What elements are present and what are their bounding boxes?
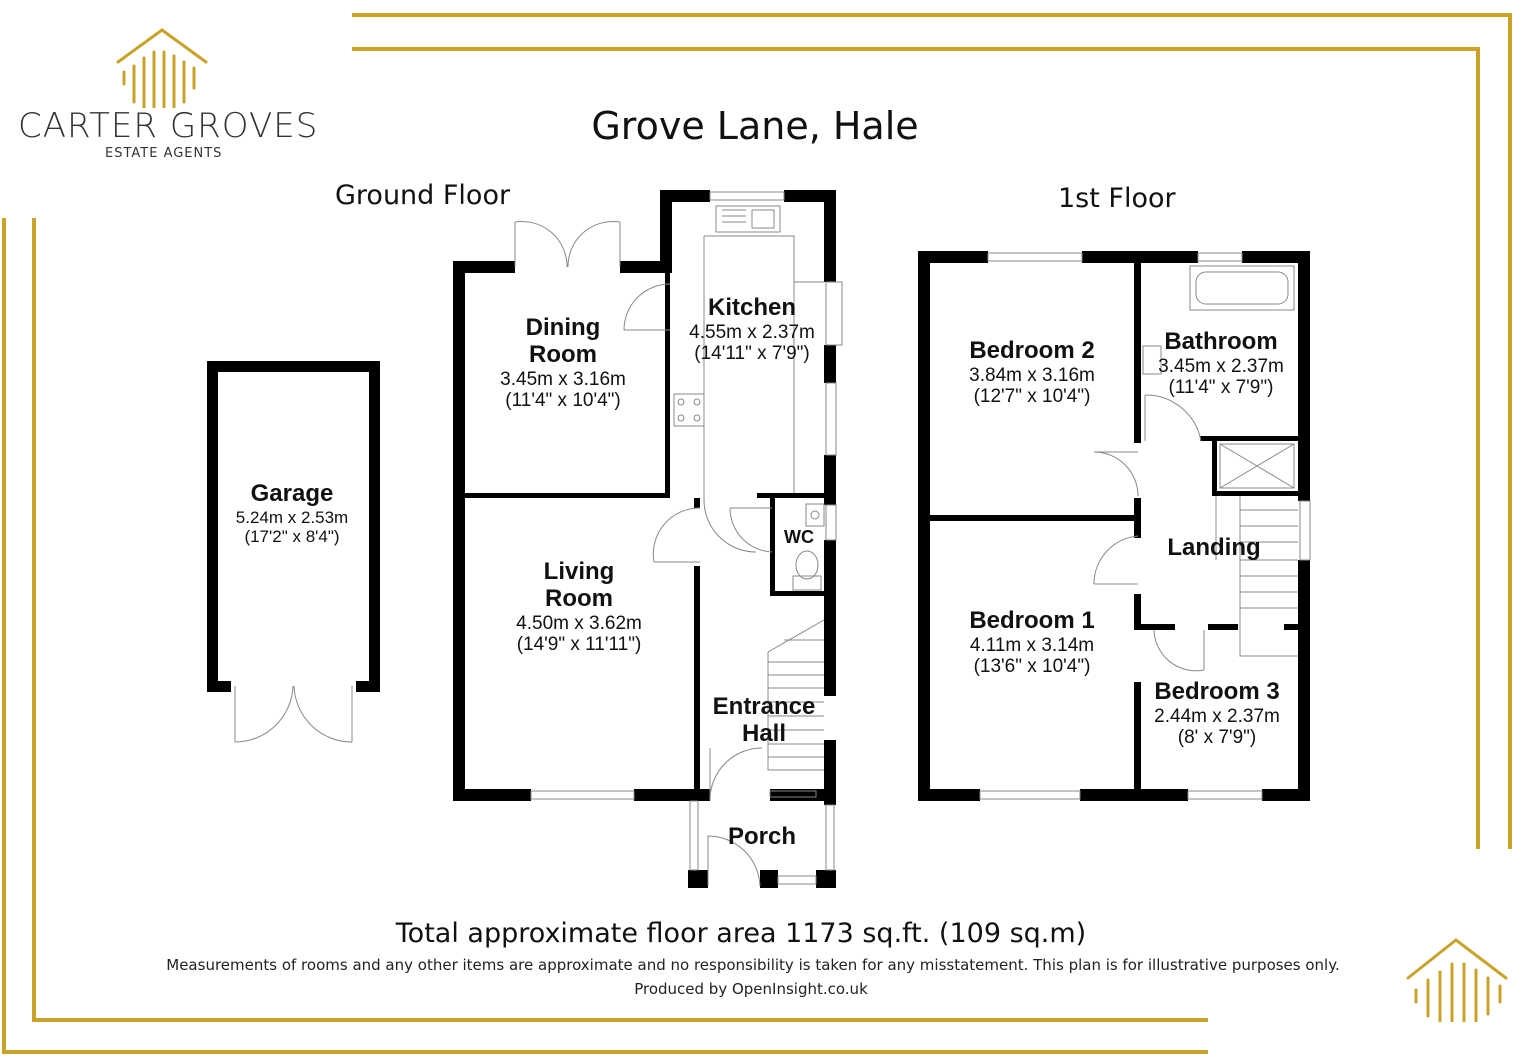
brand-tagline: ESTATE AGENTS <box>105 146 223 161</box>
room-name: Garage <box>250 480 334 507</box>
room-name-2: Hall <box>741 719 787 747</box>
room-imperial: (14'11" x 7'9") <box>694 343 810 365</box>
room-name-1: Dining <box>525 314 601 341</box>
room-name: Bedroom 3 <box>1154 678 1280 705</box>
produced-by-text: Produced by OpenInsight.co.uk <box>634 980 868 998</box>
garage-plan <box>207 361 380 742</box>
room-name: WC <box>784 527 814 547</box>
room-label-bathroom <box>1158 329 1284 398</box>
ground-floor-label: Ground Floor <box>335 180 511 211</box>
room-name-2: Room <box>528 340 597 368</box>
room-imperial: (17'2" x 8'4") <box>244 526 340 546</box>
room-name-1: Entrance <box>712 693 816 720</box>
room-name: Porch <box>727 823 797 850</box>
room-name-2: Room <box>544 584 613 612</box>
room-label-dining <box>500 315 626 411</box>
room-label-bedroom1 <box>969 608 1094 677</box>
room-label-porch <box>728 824 796 851</box>
room-label-bedroom2 <box>969 338 1095 407</box>
room-label-wc <box>784 527 814 547</box>
room-name: Kitchen <box>707 294 797 321</box>
room-metric: 4.50m x 3.62m <box>516 612 642 634</box>
room-imperial: (11'4" x 10'4") <box>505 390 621 412</box>
room-metric: 2.44m x 2.37m <box>1154 705 1280 727</box>
room-metric: 3.45m x 2.37m <box>1158 355 1284 377</box>
room-label-entrance <box>713 694 816 748</box>
room-label-bedroom3 <box>1154 679 1280 748</box>
room-metric: 3.84m x 3.16m <box>969 364 1095 386</box>
total-floor-area: Total approximate floor area 1173 sq.ft. (109 sq.m) <box>395 918 1087 949</box>
room-imperial: (11'4" x 7'9") <box>1168 377 1274 399</box>
brand-name: CARTER GROVES <box>18 106 319 146</box>
room-label-garage <box>236 481 348 546</box>
room-imperial: (13'6" x 10'4") <box>973 656 1091 678</box>
room-label-living <box>516 559 642 655</box>
room-metric: 4.11m x 3.14m <box>969 634 1095 656</box>
property-title: Grove Lane, Hale <box>591 104 919 148</box>
room-name: Bedroom 2 <box>969 337 1095 364</box>
room-name: Landing <box>1167 534 1261 561</box>
room-metric: 5.24m x 2.53m <box>235 507 349 527</box>
room-imperial: (14'9" x 11'11") <box>516 634 642 656</box>
room-label-kitchen <box>689 295 815 364</box>
room-label-landing <box>1167 535 1260 562</box>
disclaimer-text: Measurements of rooms and any other items are approximate and no responsibility is taken for any misstatement. This plan is for illustrative purposes only. <box>166 956 1340 974</box>
room-imperial: (8' x 7'9") <box>1177 727 1257 749</box>
room-metric: 3.45m x 3.16m <box>500 368 626 390</box>
room-metric: 4.55m x 2.37m <box>689 321 815 343</box>
room-name: Bedroom 1 <box>969 607 1095 634</box>
room-name: Bathroom <box>1164 328 1278 355</box>
room-imperial: (12'7" x 10'4") <box>973 386 1091 408</box>
first-floor-label: 1st Floor <box>1058 183 1176 214</box>
room-name-1: Living <box>543 558 615 585</box>
